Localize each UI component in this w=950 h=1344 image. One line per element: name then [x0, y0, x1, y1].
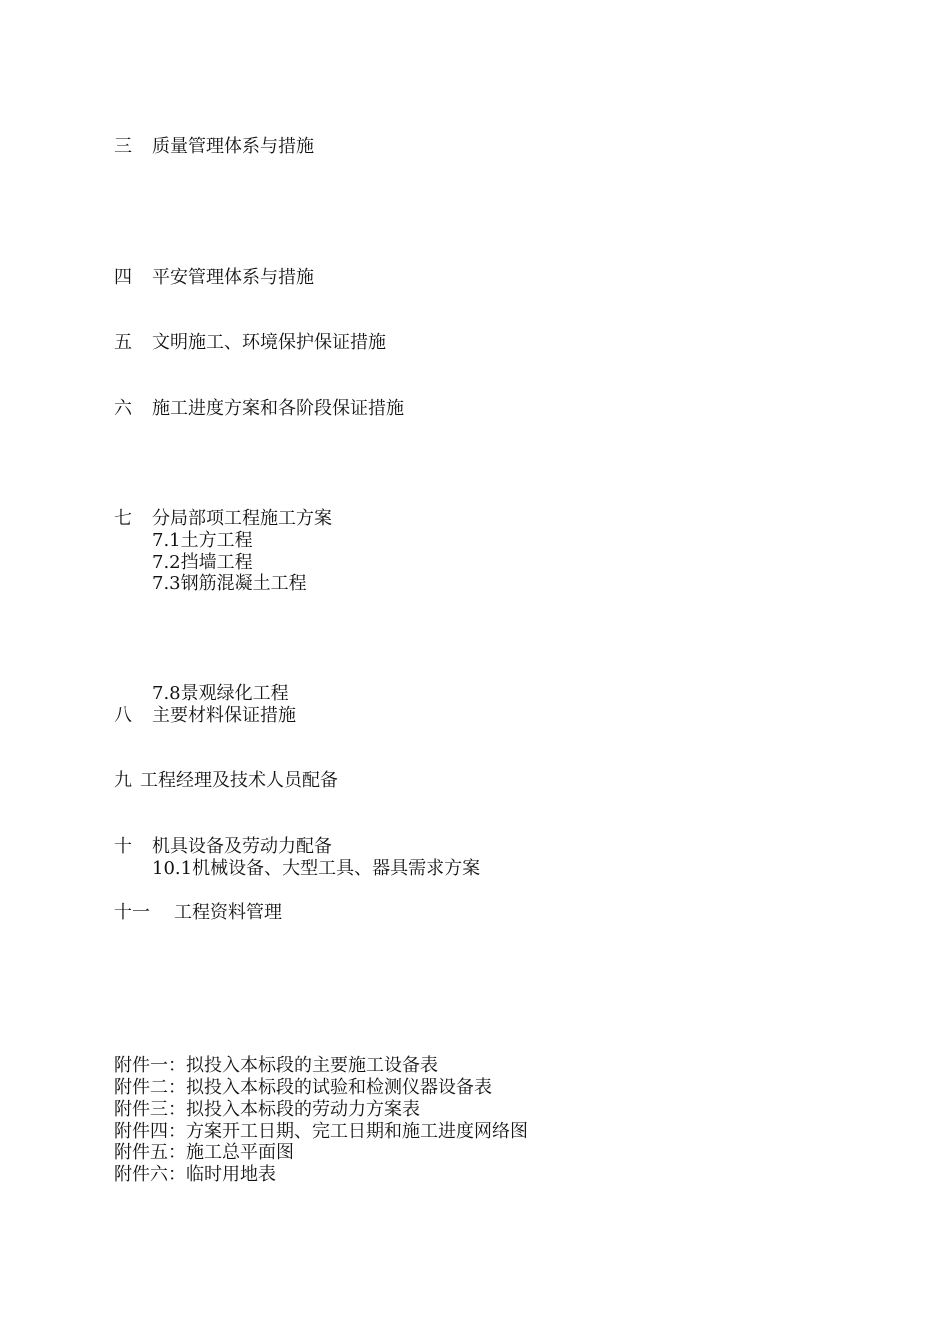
section-number: 六 — [114, 398, 132, 419]
appendix-5: 附件五：施工总平面图 — [114, 1142, 294, 1163]
section-10 — [114, 836, 332, 858]
section-4 — [114, 267, 314, 289]
section-number: 十一 — [114, 902, 150, 923]
section-title: 主要材料保证措施 — [152, 705, 296, 726]
appendix-1: 附件一：拟投入本标段的主要施工设备表 — [114, 1055, 438, 1076]
section-number: 九 — [114, 770, 132, 791]
section-7 — [114, 508, 332, 530]
appendix-2: 附件二：拟投入本标段的试验和检测仪器设备表 — [114, 1077, 492, 1098]
section-title: 施工进度方案和各阶段保证措施 — [152, 398, 404, 419]
section-title: 机具设备及劳动力配备 — [152, 836, 332, 857]
section-8 — [114, 705, 296, 727]
section-6 — [114, 398, 404, 420]
subsection-10-1: 10.1机械设备、大型工具、器具需求方案 — [152, 858, 481, 879]
section-title: 分局部项工程施工方案 — [152, 508, 332, 529]
subsection-7-2: 7.2挡墙工程 — [152, 552, 253, 573]
section-title: 质量管理体系与措施 — [152, 136, 314, 157]
section-number: 五 — [114, 332, 132, 353]
appendix-3: 附件三：拟投入本标段的劳动力方案表 — [114, 1099, 420, 1120]
section-9 — [114, 770, 338, 792]
section-number: 八 — [114, 705, 132, 726]
subsection-7-8: 7.8景观绿化工程 — [152, 683, 289, 704]
section-title: 工程经理及技术人员配备 — [140, 770, 338, 791]
section-title: 工程资料管理 — [174, 902, 282, 923]
appendix-6: 附件六：临时用地表 — [114, 1164, 276, 1185]
section-title: 文明施工、环境保护保证措施 — [152, 332, 386, 353]
subsection-7-1: 7.1土方工程 — [152, 530, 253, 551]
subsection-7-3: 7.3钢筋混凝土工程 — [152, 573, 307, 594]
section-11 — [114, 902, 282, 924]
section-number: 十 — [114, 836, 132, 857]
section-number: 四 — [114, 267, 132, 288]
section-title: 平安管理体系与措施 — [152, 267, 314, 288]
section-5 — [114, 332, 386, 354]
section-number: 七 — [114, 508, 132, 529]
section-number: 三 — [114, 136, 132, 157]
section-3 — [114, 136, 314, 158]
appendix-4: 附件四：方案开工日期、完工日期和施工进度网络图 — [114, 1121, 528, 1142]
